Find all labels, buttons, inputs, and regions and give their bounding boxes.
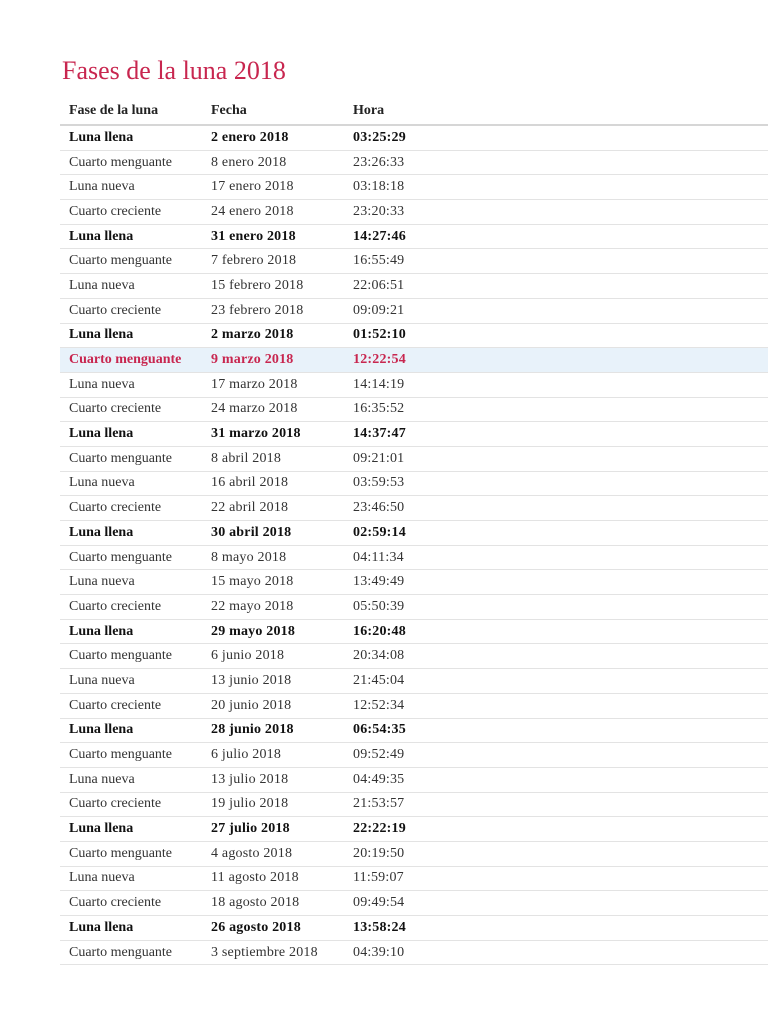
table-row: [60, 274, 768, 299]
date-cell: 3 septiembre 2018: [202, 940, 344, 965]
table-row: [60, 743, 768, 768]
phase-cell: Cuarto menguante: [60, 940, 202, 965]
phase-cell: Luna llena: [60, 916, 202, 941]
time-cell: 11:59:07: [344, 866, 768, 891]
phase-cell: Cuarto creciente: [60, 397, 202, 422]
date-cell: 22 abril 2018: [202, 496, 344, 521]
table-row: [60, 348, 768, 373]
table-row: [60, 940, 768, 965]
phase-cell: Cuarto creciente: [60, 792, 202, 817]
phase-cell: Luna nueva: [60, 471, 202, 496]
table-row: [60, 422, 768, 447]
date-cell: 15 mayo 2018: [202, 570, 344, 595]
phase-cell: Luna llena: [60, 323, 202, 348]
date-cell: 24 marzo 2018: [202, 397, 344, 422]
time-cell: 03:59:53: [344, 471, 768, 496]
date-cell: 17 enero 2018: [202, 175, 344, 200]
time-cell: 22:22:19: [344, 817, 768, 842]
time-cell: 22:06:51: [344, 274, 768, 299]
table-row: [60, 545, 768, 570]
time-cell: 04:39:10: [344, 940, 768, 965]
phase-cell: Luna llena: [60, 619, 202, 644]
phase-cell: Cuarto menguante: [60, 249, 202, 274]
table-row: [60, 125, 768, 150]
phase-cell: Luna llena: [60, 224, 202, 249]
time-cell: 05:50:39: [344, 595, 768, 620]
table-row: [60, 866, 768, 891]
table-row: [60, 693, 768, 718]
table-row: [60, 224, 768, 249]
column-header-time: Hora: [344, 97, 768, 125]
time-cell: 14:27:46: [344, 224, 768, 249]
time-cell: 12:52:34: [344, 693, 768, 718]
phase-cell: Luna llena: [60, 817, 202, 842]
time-cell: 04:49:35: [344, 767, 768, 792]
date-cell: 6 junio 2018: [202, 644, 344, 669]
date-cell: 24 enero 2018: [202, 200, 344, 225]
table-row: [60, 891, 768, 916]
table-row: [60, 595, 768, 620]
date-cell: 16 abril 2018: [202, 471, 344, 496]
time-cell: 09:09:21: [344, 298, 768, 323]
phase-cell: Luna nueva: [60, 372, 202, 397]
phase-cell: Cuarto creciente: [60, 693, 202, 718]
date-cell: 17 marzo 2018: [202, 372, 344, 397]
date-cell: 28 junio 2018: [202, 718, 344, 743]
phase-cell: Cuarto creciente: [60, 496, 202, 521]
date-cell: 27 julio 2018: [202, 817, 344, 842]
date-cell: 20 junio 2018: [202, 693, 344, 718]
table-body: [60, 125, 768, 965]
phase-cell: Luna nueva: [60, 175, 202, 200]
table-row: [60, 644, 768, 669]
date-cell: 31 marzo 2018: [202, 422, 344, 447]
time-cell: 21:45:04: [344, 669, 768, 694]
date-cell: 8 enero 2018: [202, 150, 344, 175]
phase-cell: Luna nueva: [60, 669, 202, 694]
phase-cell: Cuarto menguante: [60, 150, 202, 175]
date-cell: 13 junio 2018: [202, 669, 344, 694]
table-row: [60, 397, 768, 422]
time-cell: 12:22:54: [344, 348, 768, 373]
date-cell: 23 febrero 2018: [202, 298, 344, 323]
table-row: [60, 570, 768, 595]
time-cell: 04:11:34: [344, 545, 768, 570]
time-cell: 20:34:08: [344, 644, 768, 669]
time-cell: 01:52:10: [344, 323, 768, 348]
table-row: [60, 175, 768, 200]
table-row: [60, 446, 768, 471]
date-cell: 8 abril 2018: [202, 446, 344, 471]
phase-cell: Cuarto creciente: [60, 595, 202, 620]
date-cell: 19 julio 2018: [202, 792, 344, 817]
phase-cell: Cuarto menguante: [60, 348, 202, 373]
time-cell: 16:20:48: [344, 619, 768, 644]
phase-cell: Cuarto menguante: [60, 743, 202, 768]
time-cell: 14:14:19: [344, 372, 768, 397]
date-cell: 29 mayo 2018: [202, 619, 344, 644]
page-title: Fases de la luna 2018: [62, 56, 286, 85]
phase-cell: Cuarto menguante: [60, 545, 202, 570]
date-cell: 8 mayo 2018: [202, 545, 344, 570]
time-cell: 23:46:50: [344, 496, 768, 521]
date-cell: 15 febrero 2018: [202, 274, 344, 299]
table-row: [60, 471, 768, 496]
date-cell: 2 marzo 2018: [202, 323, 344, 348]
date-cell: 18 agosto 2018: [202, 891, 344, 916]
table-row: [60, 669, 768, 694]
time-cell: 13:58:24: [344, 916, 768, 941]
column-header-date: Fecha: [202, 97, 344, 125]
time-cell: 13:49:49: [344, 570, 768, 595]
date-cell: 4 agosto 2018: [202, 841, 344, 866]
time-cell: 03:18:18: [344, 175, 768, 200]
date-cell: 30 abril 2018: [202, 521, 344, 546]
column-header-phase: Fase de la luna: [60, 97, 202, 125]
date-cell: 26 agosto 2018: [202, 916, 344, 941]
table-row: [60, 817, 768, 842]
moon-phases-table: [60, 97, 768, 965]
table-row: [60, 841, 768, 866]
table-row: [60, 792, 768, 817]
date-cell: 31 enero 2018: [202, 224, 344, 249]
date-cell: 7 febrero 2018: [202, 249, 344, 274]
phase-cell: Cuarto creciente: [60, 298, 202, 323]
time-cell: 23:20:33: [344, 200, 768, 225]
time-cell: 09:49:54: [344, 891, 768, 916]
date-cell: 11 agosto 2018: [202, 866, 344, 891]
date-cell: 6 julio 2018: [202, 743, 344, 768]
time-cell: 21:53:57: [344, 792, 768, 817]
table-row: [60, 298, 768, 323]
phase-cell: Luna llena: [60, 125, 202, 150]
date-cell: 2 enero 2018: [202, 125, 344, 150]
table-row: [60, 496, 768, 521]
phase-cell: Cuarto menguante: [60, 644, 202, 669]
phase-cell: Cuarto creciente: [60, 891, 202, 916]
table-row: [60, 249, 768, 274]
date-cell: 22 mayo 2018: [202, 595, 344, 620]
phase-cell: Cuarto creciente: [60, 200, 202, 225]
phase-cell: Luna nueva: [60, 570, 202, 595]
table-row: [60, 916, 768, 941]
table-row: [60, 767, 768, 792]
time-cell: 16:35:52: [344, 397, 768, 422]
table-row: [60, 718, 768, 743]
time-cell: 16:55:49: [344, 249, 768, 274]
date-cell: 9 marzo 2018: [202, 348, 344, 373]
phase-cell: Luna nueva: [60, 866, 202, 891]
time-cell: 23:26:33: [344, 150, 768, 175]
phase-cell: Cuarto menguante: [60, 841, 202, 866]
table-row: [60, 619, 768, 644]
table-row: [60, 150, 768, 175]
phase-cell: Luna llena: [60, 718, 202, 743]
date-cell: 13 julio 2018: [202, 767, 344, 792]
phase-cell: Cuarto menguante: [60, 446, 202, 471]
table-row: [60, 323, 768, 348]
time-cell: 09:52:49: [344, 743, 768, 768]
time-cell: 20:19:50: [344, 841, 768, 866]
phase-cell: Luna llena: [60, 422, 202, 447]
table-row: [60, 521, 768, 546]
time-cell: 14:37:47: [344, 422, 768, 447]
table-header-row: [60, 97, 768, 125]
time-cell: 03:25:29: [344, 125, 768, 150]
time-cell: 02:59:14: [344, 521, 768, 546]
phase-cell: Luna nueva: [60, 274, 202, 299]
phase-cell: Luna llena: [60, 521, 202, 546]
table-row: [60, 372, 768, 397]
time-cell: 06:54:35: [344, 718, 768, 743]
time-cell: 09:21:01: [344, 446, 768, 471]
phase-cell: Luna nueva: [60, 767, 202, 792]
table-row: [60, 200, 768, 225]
